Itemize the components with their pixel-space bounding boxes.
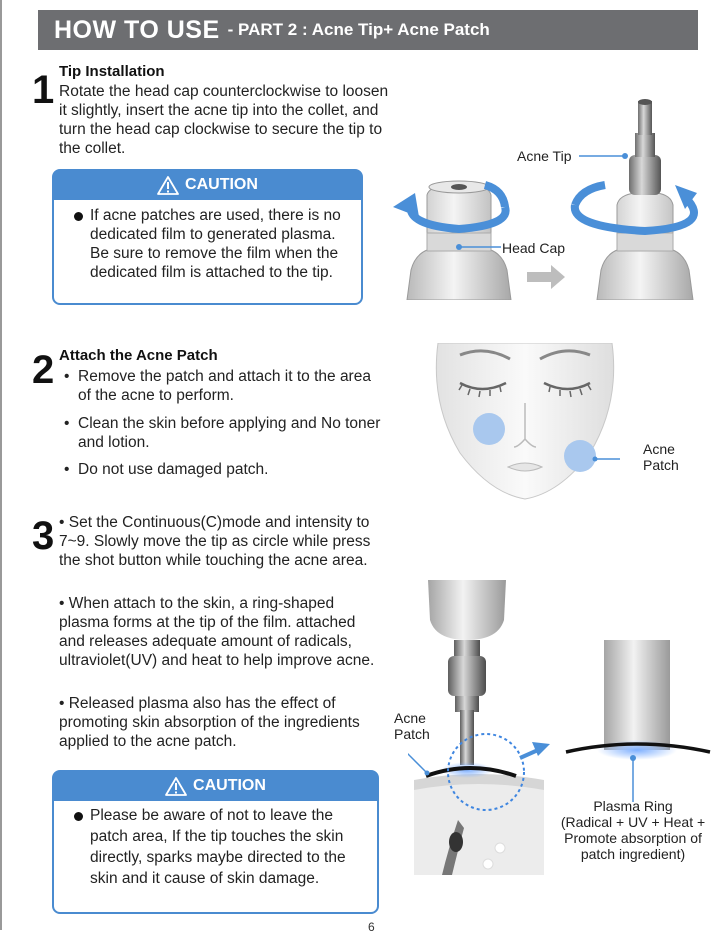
step1-title: Tip Installation xyxy=(59,63,165,80)
bullet-mark: • xyxy=(64,415,70,432)
acne-patch-label-face: Acne Patch xyxy=(643,441,679,473)
step2-bullet-3-text: Do not use damaged patch. xyxy=(78,461,269,478)
step2-title: Attach the Acne Patch xyxy=(59,347,218,364)
warning-icon xyxy=(165,777,187,796)
step2-bullet-2-text: Clean the skin before applying and No toner and lotion. xyxy=(78,415,381,451)
caution-heading-2: CAUTION xyxy=(193,777,266,794)
page-edge xyxy=(0,0,2,930)
tip-installation-illustration xyxy=(385,95,715,300)
step2-bullet-3 xyxy=(64,460,384,479)
acne-tip-label: Acne Tip xyxy=(517,148,572,164)
head-cap-label: Head Cap xyxy=(502,240,566,256)
step-number-3: 3 xyxy=(32,514,55,558)
bullet-mark: • xyxy=(64,368,70,385)
step3-paragraph-3: • Released plasma also has the effect of promoting skin absorption of the ingredients applied to the acne patch. xyxy=(59,695,360,750)
acne-patch-label-device: Acne Patch xyxy=(394,710,430,742)
plasma-ring-title: Plasma Ring xyxy=(593,798,673,814)
face-illustration xyxy=(430,343,620,501)
step-number-2: 2 xyxy=(32,348,55,392)
step2-bullet-1 xyxy=(64,367,384,405)
page-header xyxy=(38,10,698,50)
step1-text: Rotate the head cap counterclockwise to loosen it slightly, insert the acne tip into the collet, and turn the head cap clockwise to secure the tip to the collet. xyxy=(59,83,389,157)
caution-box-2 xyxy=(52,770,379,914)
caution-text-2: Please be aware of not to leave the patch area, If the tip touches the skin directly, sparks maybe directed to the skin and it cause of skin damage. xyxy=(90,807,346,887)
caution-header-2 xyxy=(53,771,378,801)
warning-icon xyxy=(157,176,179,195)
bullet-dot xyxy=(74,212,83,221)
header-subtitle: - PART 2 : Acne Tip+ Acne Patch xyxy=(227,20,490,39)
caution-box-1 xyxy=(52,169,363,305)
step2-bullet-2 xyxy=(64,414,384,452)
plasma-ring-label xyxy=(548,798,718,862)
caution-text-1: If acne patches are used, there is no dedicated film to generated plasma. Be sure to remove the film when the dedicated film is attached to the tip. xyxy=(90,207,341,281)
caution-header-1 xyxy=(53,170,362,200)
step2-bullet-1-text: Remove the patch and attach it to the area of the acne to perform. xyxy=(78,368,371,404)
step-number-1: 1 xyxy=(32,68,55,112)
step3-paragraph-1: • Set the Continuous(C)mode and intensity to 7~9. Slowly move the tip as circle while press the shot button while touching the acne area. xyxy=(59,514,371,569)
step3-paragraph-2: • When attach to the skin, a ring-shaped plasma forms at the tip of the film. attached and releases adequate amount of radicals, ultraviolet(UV) and heat to help improve acne. xyxy=(59,595,375,669)
page-number: 6 xyxy=(368,920,375,934)
caution-heading-1: CAUTION xyxy=(185,176,258,193)
bullet-dot xyxy=(74,812,83,821)
bullet-mark: • xyxy=(64,461,70,478)
header-title: HOW TO USE xyxy=(54,15,220,44)
plasma-ring-detail: (Radical + UV + Heat + Promote absorption of patch ingredient) xyxy=(560,814,706,862)
